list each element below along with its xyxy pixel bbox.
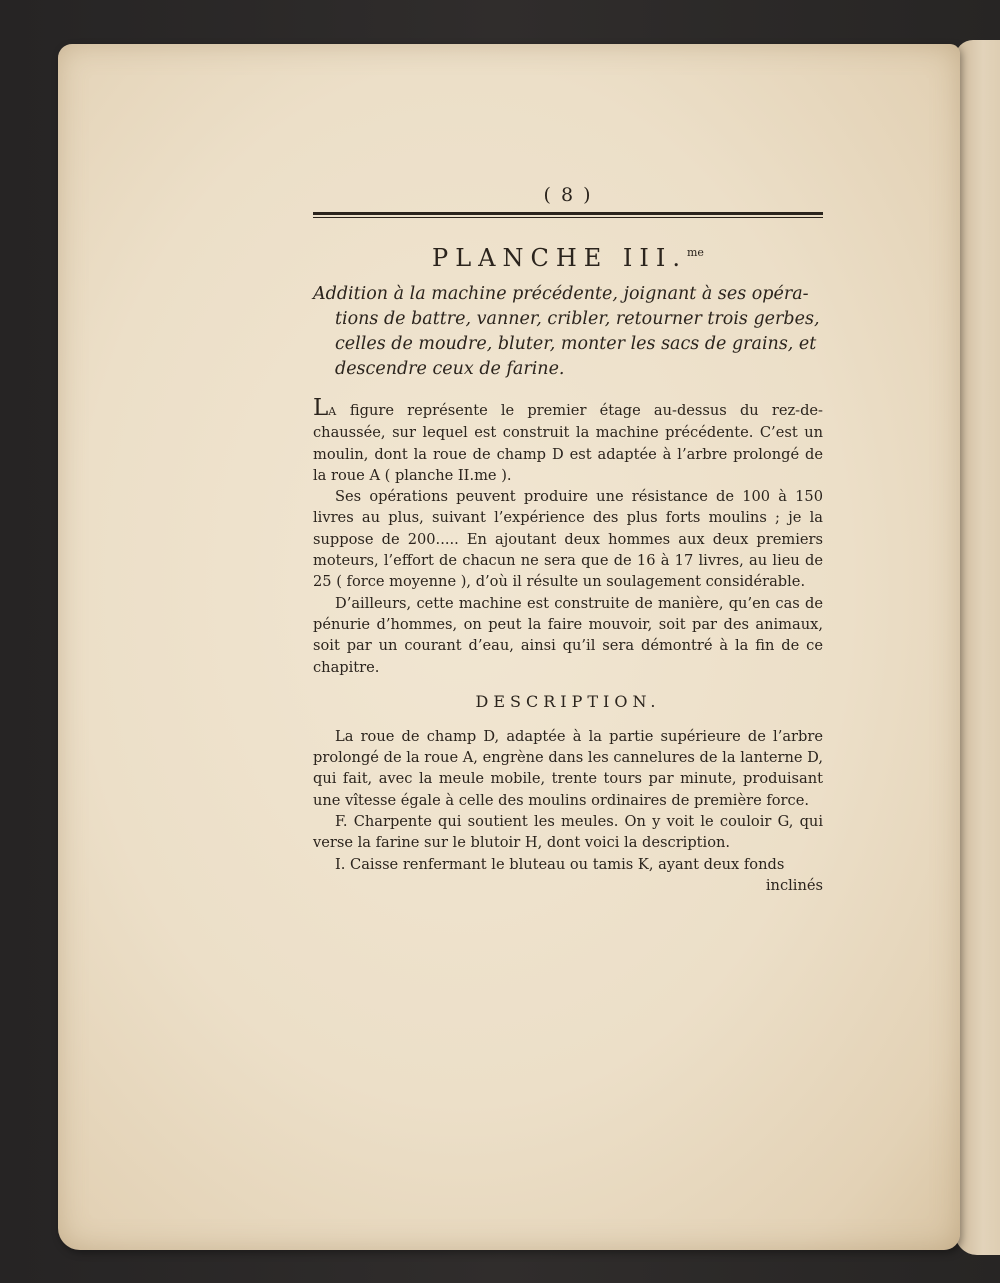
paragraph: D’ailleurs, cette machine est construite de manière, qu’en cas de pénurie d’hommes, on peut la faire mouvoir, soit par des animaux, soit par un courant d’eau, ainsi qu’il sera démontré à la fin de ce chapitre.	[313, 594, 823, 676]
plate-title-text: PLANCHE III.	[432, 244, 687, 272]
plate-title-suffix: me	[686, 246, 704, 259]
page-content	[313, 182, 823, 897]
plate-title	[313, 236, 823, 270]
paragraph: Ses opérations peuvent produire une résistance de 100 à 150 livres au plus, suivant l’expérience des plus forts moulins ; je la suppose de 200..... En ajoutant deux hommes aux deux premiers moteurs, l’effort de chacun ne sera que de 16 à 17 livres, au lieu de 25 ( force moyenne ), d’où il résulte un soulagement considérable.	[313, 488, 823, 591]
header-rule-thick	[313, 212, 823, 215]
intro-paragraph	[313, 395, 823, 486]
drop-cap: L	[313, 395, 329, 421]
subtitle-line: celles de moudre, bluter, monter les sacs de grains, et	[335, 334, 817, 354]
paragraph: La roue de champ D, adaptée à la partie supérieure de l’arbre prolongé de la roue A, engrène dans les cannelures de la lanterne D, qui fait, avec la meule mobile, trente tours par minute, produisant une vîtesse égale à celle des moulins ordinaires de première force.	[313, 727, 823, 809]
facing-page-edge	[955, 40, 1000, 1255]
subtitle-line: descendre ceux de farine.	[335, 359, 565, 379]
header-rule-thin	[313, 217, 823, 218]
book-page	[58, 44, 960, 1250]
subtitle-line: Addition à la machine précédente, joignant à ses opéra-	[313, 284, 809, 304]
intro-text: figure représente le premier étage au-dessus du rez-de-chaussée, sur lequel est construit la machine précédente. C’est un moulin, dont la roue de champ D est adaptée à l’arbre prolongé de la roue A ( planche II.me ).	[313, 402, 823, 484]
paragraph: I. Caisse renfermant le bluteau ou tamis K, ayant deux fonds	[335, 855, 785, 873]
paragraph: F. Charpente qui soutient les meules. On y voit le couloir G, qui verse la farine sur le blutoir H, dont voici la description.	[313, 813, 823, 852]
catchword: inclinés	[765, 876, 823, 894]
body-text	[313, 395, 823, 897]
section-heading: DESCRIPTION.	[475, 691, 661, 711]
plate-subtitle	[313, 282, 823, 382]
subtitle-line: tions de battre, vanner, cribler, retourner trois gerbes,	[335, 309, 820, 329]
small-cap: A	[328, 405, 337, 418]
page-number: ( 8 )	[543, 184, 593, 206]
